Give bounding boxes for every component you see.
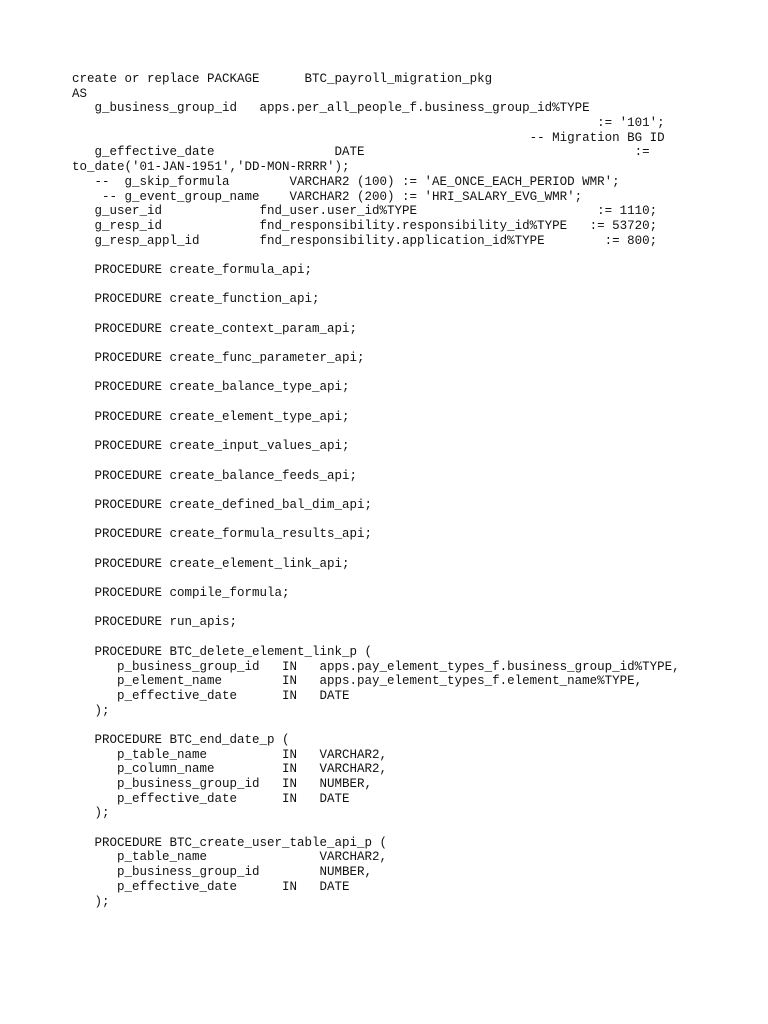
code-line: PROCEDURE create_formula_results_api; — [72, 527, 373, 542]
code-line: g_business_group_id apps.per_all_people_f.business_group_id%TYPE — [72, 101, 590, 116]
code-line: PROCEDURE BTC_create_user_table_api_p ( — [72, 835, 388, 850]
code-line: p_business_group_id IN apps.pay_element_types_f.business_group_id%TYPE, — [72, 659, 680, 674]
code-line: g_user_id fnd_user.user_id%TYPE := 1110; — [72, 204, 658, 219]
code-line — [72, 454, 680, 469]
code-line: p_column_name IN VARCHAR2, — [72, 762, 388, 777]
code-line: PROCEDURE create_defined_bal_dim_api; — [72, 497, 373, 512]
code-line — [72, 571, 680, 586]
code-line — [72, 513, 680, 528]
code-line — [72, 307, 680, 322]
code-line: -- Migration BG ID — [72, 130, 665, 145]
code-line — [72, 366, 680, 381]
code-line: PROCEDURE create_context_param_api; — [72, 321, 358, 336]
code-line — [72, 909, 680, 924]
code-line — [72, 248, 680, 263]
code-line: ); — [72, 894, 110, 909]
code-line: g_resp_id fnd_responsibility.responsibility_id%TYPE := 53720; — [72, 218, 658, 233]
code-line: PROCEDURE create_function_api; — [72, 292, 320, 307]
code-line — [72, 278, 680, 293]
code-line: p_table_name IN VARCHAR2, — [72, 747, 388, 762]
code-line: ); — [72, 806, 110, 821]
code-line: PROCEDURE BTC_delete_element_link_p ( — [72, 644, 373, 659]
code-line: p_business_group_id NUMBER, — [72, 865, 373, 880]
code-line: p_effective_date IN DATE — [72, 791, 350, 806]
code-line: create or replace PACKAGE BTC_payroll_migration_pkg — [72, 72, 493, 86]
code-line: p_business_group_id IN NUMBER, — [72, 777, 373, 791]
code-line: p_element_name IN apps.pay_element_types_f.element_name%TYPE, — [72, 674, 643, 689]
code-line — [72, 542, 680, 557]
code-line — [72, 821, 680, 836]
code-listing — [72, 72, 680, 924]
code-line: to_date('01-JAN-1951','DD-MON-RRRR'); — [72, 160, 350, 175]
code-line: PROCEDURE create_input_values_api; — [72, 439, 350, 454]
code-line — [72, 630, 680, 645]
code-line: p_table_name VARCHAR2, — [72, 850, 388, 865]
code-line: PROCEDURE run_apis; — [72, 615, 238, 630]
code-line — [72, 395, 680, 410]
code-line: -- g_skip_formula VARCHAR2 (100) := 'AE_ONCE_EACH_PERIOD WMR'; — [72, 174, 620, 189]
code-line: AS — [72, 86, 88, 101]
code-line — [72, 601, 680, 616]
code-line — [72, 336, 680, 351]
code-line: PROCEDURE BTC_end_date_p ( — [72, 732, 290, 747]
code-line: p_effective_date IN DATE — [72, 688, 350, 703]
code-line: := '101'; — [72, 116, 665, 131]
code-line — [72, 425, 680, 440]
code-line — [72, 718, 680, 733]
code-line: PROCEDURE create_balance_feeds_api; — [72, 468, 358, 483]
code-line: PROCEDURE create_func_parameter_api; — [72, 351, 365, 366]
code-line: ); — [72, 703, 110, 718]
code-line: PROCEDURE create_element_link_api; — [72, 556, 350, 571]
code-line: g_effective_date DATE := — [72, 145, 650, 160]
code-line: PROCEDURE create_formula_api; — [72, 262, 313, 277]
code-line: p_effective_date IN DATE — [72, 879, 350, 894]
code-line: PROCEDURE compile_formula; — [72, 586, 290, 601]
code-line — [72, 483, 680, 498]
code-line: PROCEDURE create_balance_type_api; — [72, 380, 350, 395]
code-line: PROCEDURE create_element_type_api; — [72, 409, 350, 424]
code-line: g_resp_appl_id fnd_responsibility.application_id%TYPE := 800; — [72, 233, 658, 248]
code-line: -- g_event_group_name VARCHAR2 (200) := 'HRI_SALARY_EVG_WMR'; — [72, 189, 583, 204]
